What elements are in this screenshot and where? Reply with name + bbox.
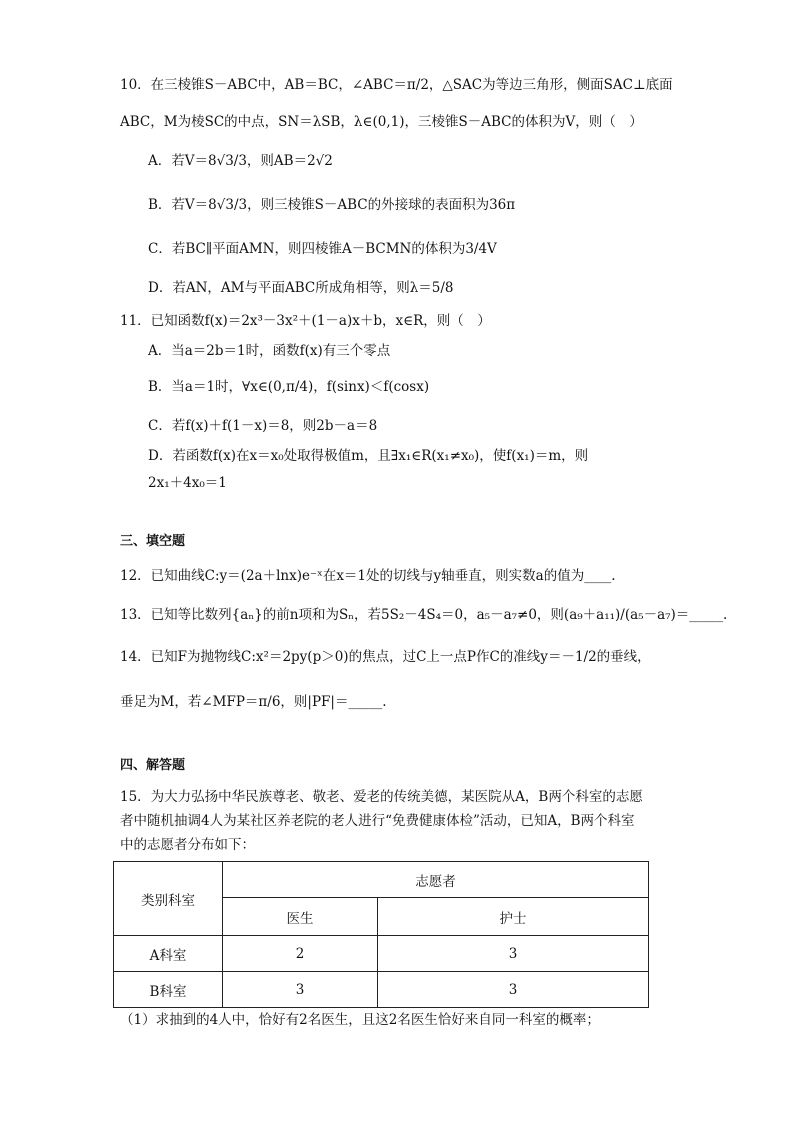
- table-cell-nurse: 3: [378, 936, 649, 972]
- q10-stem-line2: ABC，M为棱SC的中点，SN＝λSB，λ∈(0,1)，三棱锥S－ABC的体积为V，则（ ）: [120, 114, 643, 130]
- q10-option-b: B．若V＝8√3/3，则三棱锥S－ABC的外接球的表面积为36π: [148, 197, 516, 213]
- table-row-label: B科室: [114, 972, 223, 1008]
- q10-stem-line1: 10．在三棱锥S－ABC中，AB＝BC，∠ABC＝π/2，△SAC为等边三角形，侧面SAC⊥底面: [120, 77, 673, 93]
- q14-line2: 垂足为M，若∠MFP＝π/6，则|PF|＝_____.: [120, 694, 387, 710]
- q11-stem: 11．已知函数f(x)＝2x³－3x²＋(1－a)x＋b，x∈R，则（ ）: [120, 313, 491, 329]
- q15-line1: 15．为大力弘扬中华民族尊老、敬老、爱老的传统美德，某医院从A，B两个科室的志愿: [120, 789, 643, 805]
- q10-option-d: D．若AN，AM与平面ABC所成角相等，则λ＝5/8: [148, 280, 454, 296]
- table-row-label: A科室: [114, 936, 223, 972]
- q14-line1: 14．已知F为抛物线C:x²＝2py(p＞0)的焦点，过C上一点P作C的准线y＝－1/2的垂线，: [120, 649, 651, 665]
- section4-heading: 四、解答题: [120, 758, 186, 773]
- q10-option-c: C．若BC∥平面AMN，则四棱锥A－BCMN的体积为3/4V: [148, 241, 497, 257]
- table-cell-doctor: 2: [223, 936, 378, 972]
- q11-option-b: B．当a＝1时，∀x∈(0,π/4)，f(sinx)＜f(cosx): [148, 379, 430, 395]
- table-col-nurse: 护士: [378, 898, 649, 936]
- table-cell-doctor: 3: [223, 972, 378, 1008]
- q10-option-a: A．若V＝8√3/3，则AB＝2√2: [148, 153, 333, 169]
- table-corner-header: 类别科室: [114, 862, 223, 936]
- table-col-doctor: 医生: [223, 898, 378, 936]
- q11-option-d-line1: D．若函数f(x)在x＝x₀处取得极值m，且∃x₁∈R(x₁≠x₀)，使f(x₁)＝m，则: [148, 448, 589, 464]
- q15-line2: 者中随机抽调4人为某社区养老院的老人进行“免费健康体检”活动，已知A，B两个科室: [120, 813, 635, 829]
- table-row: [114, 972, 649, 1008]
- section3-heading: 三、填空题: [120, 534, 186, 549]
- volunteer-table: [113, 861, 649, 1008]
- q11-option-a: A．当a＝2b＝1时，函数f(x)有三个零点: [148, 343, 391, 359]
- q11-option-d-line2: 2x₁＋4x₀＝1: [148, 475, 227, 491]
- table-group-header: 志愿者: [223, 862, 649, 898]
- table-row: [114, 936, 649, 972]
- q13-text: 13．已知等比数列{aₙ}的前n项和为Sₙ，若5S₂－4S₄＝0，a₅－a₇≠0，则(a₉＋a₁₁)/(a₅－a₇)＝_____.: [120, 607, 728, 623]
- q15-line3: 中的志愿者分布如下：: [120, 837, 255, 853]
- q12-text: 12．已知曲线C:y＝(2a＋lnx)e⁻ˣ在x＝1处的切线与y轴垂直，则实数a的值为____.: [120, 568, 616, 584]
- q11-option-c: C．若f(x)＋f(1－x)＝8，则2b－a＝8: [148, 418, 378, 434]
- table-cell-nurse: 3: [378, 972, 649, 1008]
- q15-part1: （1）求抽到的4人中，恰好有2名医生，且这2名医生恰好来自同一科室的概率；: [120, 1012, 600, 1028]
